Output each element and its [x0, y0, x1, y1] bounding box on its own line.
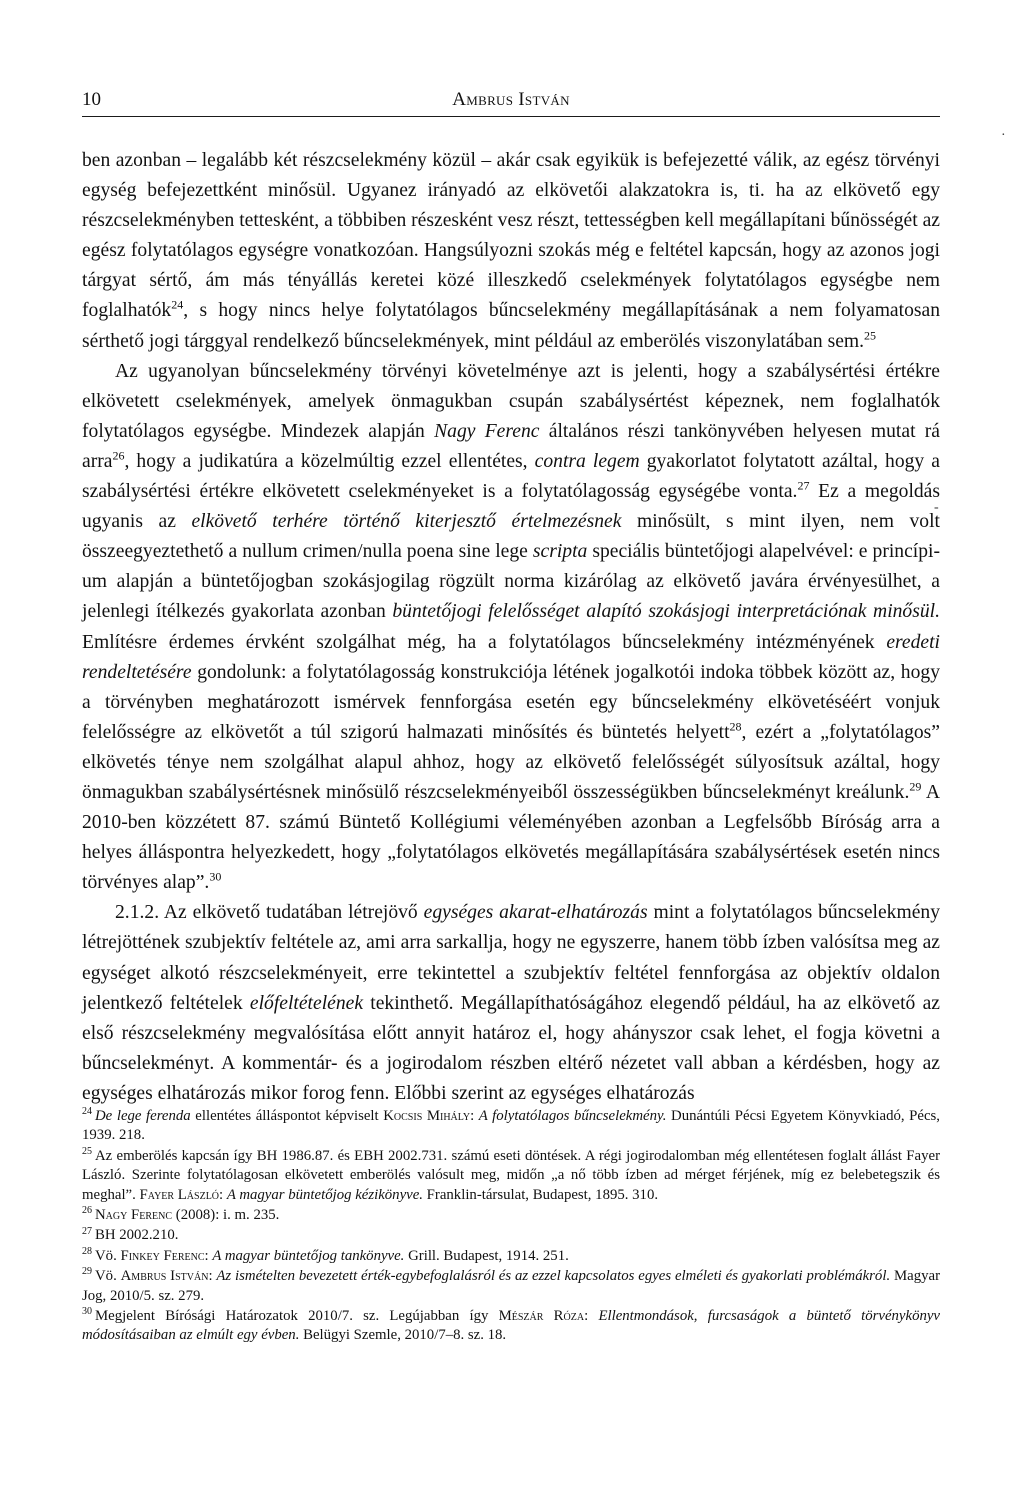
page-header — [82, 86, 940, 117]
footnote-24: $^{24}$ De lege ferenda ellentétes álláspontot képviselt Kocsis Mihály: A folytatólagos bűncselekmény. Dunántúli Pécsi Egyetem Könyvkiadó, Pécs, 1939. 218. — [82, 1106, 940, 1144]
page-number: 10 — [82, 89, 101, 110]
footnote-ref-25[interactable]: 25 — [864, 328, 877, 343]
footnote-29: $^{29}$ Vö. Ambrus István: Az ismételten bevezetett érték-egybefoglalásról és az ezzel kapcsolatos egyes elméleti és gyakorlati problémákról. Magyar Jog, 2010/5. sz. 279. — [82, 1266, 941, 1304]
footnote-ref-30[interactable]: 30 — [209, 869, 222, 884]
footnote-ref-27[interactable]: 27 — [797, 478, 810, 493]
footnote-30: $^{30}$ Megjelent Bírósági Határozatok 2010/7. sz. Legújabban így Mészár Róza: Ellentmondások, furcsaságok a büntető törvénykönyv módosításaiban az elmúlt egy évben. Belügyi Szemle, 2010/7–8. sz. 18. — [82, 1306, 941, 1344]
footnote-ref-29[interactable]: 29 — [909, 779, 922, 794]
footnote-28: $^{28}$ Vö. Finkey Ferenc: A magyar büntetőjog tankönyve. Grill. Budapest, 1914. 251. — [82, 1245, 569, 1264]
paragraph-1: ben azonban – legalább két részcselekmény közül – akár csak egyikük is befejezetté válik, az egész törvényi egység befejezettként minősül. Ugyanez irányadó az elkövetői alakzatokra is, ti. ha az elkövető egy részcselekményben tettesként, a többiben részesként vesz részt, tettességben kell megállapítani bűnösségét az egész folytatólagos egységre vonatkozóan. Hangsúlyozni szokás még e feltétel kapcsán, hogy az azonos jogi tárgyat sértő, ám más tényállás keretei közé illeszkedő cselekmények folytatólagos egységbe nem foglalhatók$^{24}$, s hogy nincs helye folytatólagos bűncselekmény megállapításának a nem folyamatosan sérthető jogi tárggyal rendelkező bűncselekmények, mint például az emberölés viszonylatában sem.$^{25}$ — [82, 150, 940, 352]
footnote-ref-24[interactable]: 24 — [171, 297, 184, 312]
footnote-26: $^{26}$ Nagy Ferenc (2008): i. m. 235. — [82, 1205, 280, 1224]
body-text — [82, 146, 940, 1109]
paragraph-2: Az ugyanolyan bűncselekmény törvényi követelménye azt is jelenti, hogy a szabálysértési értékre elkövetett cselekmények, amelyek önmagukban csupán szabálysértést képeznek, nem foglalhatók folytatólagos egységbe. Mindezek alapján Nagy Ferenc általános részi tankönyvében helyesen mutat rá arra$^{26}$, hogy a judikatúra a közelmúltig ezzel ellentétes, contra legem gyakorlatot folytatott azáltal, hogy a szabálysértési értékre elkövetett cselekményeket is a folytatólagosság egységébe vonta.$^{27}$ Ez a megoldás ugyanis az elkövető terhére történő kiterjesztő értelmezésnek minősült, s mint ilyen, nem volt összeegyeztethető a nullum crimen/nulla poena sine lege scripta speciális büntetőjogi alapelvével: e princípium alapján a büntetőjogban szokásjogilag rögzült norma kizárólag az elkövető javára érvényesülhet, a jelenlegi ítélkezés gyakorlata azonban büntetőjogi felelősséget alapító szokásjogi interpretációnak minősül. Említésre érdemes érvként szolgálhat még, ha a folytatólagos bűncselekmény intézményének eredeti rendeltetésére gondolunk: a folytatólagosság konstrukciója létének jogalkotói indoka többek között az, hogy a törvényben meghatározott ismérvek fennforgása esetén egy bűncselekmény elkövetéséért vonjuk felelősségre az elkövetőt a túl szigorú halmazati minősítés és büntetés helyett$^{28}$, ezért a „folytatólagos” elkövetés ténye nem szolgálhat alapul ahhoz, hogy az elkövető felelősségét súlyosítsuk azáltal, hogy önmagukban szabálysértésnek minősülő részcselekményeiből összességükben bűncselekményt kreálunk.$^{29}$ A 2010-ben közzétett 87. számú Büntető Kollégiumi véleményében azonban a Legfelsőbb Bíróság arra a helyes álláspontra helyezkedett, hogy „folytatólagos elkövetés megállapítására szabálysértések esetén nincs törvényes alap”.$^{30}$ — [82, 360, 941, 894]
margin-mark-mid: - — [934, 500, 939, 515]
paragraph-3: 2.1.2. Az elkövető tudatában létrejövő egységes akarat-elhatározás mint a folytatólagos bűncselekmény létrejöttének szubjektív feltétele az, ami arra sarkallja, hogy ne egyszerre, hanem több ízben valósítsa meg az egységet alkotó részcselekményeit, erre tekintettel a szubjektív feltétel fennforgása az objektív oldalon jelentkező feltételek előfeltételének tekinthető. Megállapíthatóságához elegendő például, ha az elkövető az első részcselekmény megvalósítása előtt annyit határoz el, hogy ahányszor csak lehet, el fogja követni a bűncselekményt. A kommentár- és a jogirodalom részben eltérő nézetet vall abban a kérdésben, hogy az egységes elhatározás mikor forog fenn. Előbbi szerint az egységes elhatározás — [82, 902, 940, 1104]
footnote-ref-26[interactable]: 26 — [112, 448, 125, 463]
footnote-25: $^{25}$ Az emberölés kapcsán így BH 1986.87. és EBH 2002.731. számú eseti döntések. A régi jogirodalomban még ellentétesen foglalt állást Fayer László. Szerinte folytatólagosan elkövetett emberölés valósult meg, midőn „a nő több ízben ad mérget férjének, míg ez belebetegszik és meghal”. Fayer László: A magyar büntetőjog kézikönyve. Franklin-társulat, Budapest, 1895. 310. — [82, 1145, 940, 1203]
footnote-27: $^{27}$ BH 2002.210. — [82, 1225, 179, 1244]
footnotes — [82, 1107, 940, 1347]
margin-mark-top: · — [1001, 128, 1006, 143]
footnote-ref-28[interactable]: 28 — [729, 719, 742, 734]
running-head: Ambrus István — [452, 89, 570, 110]
